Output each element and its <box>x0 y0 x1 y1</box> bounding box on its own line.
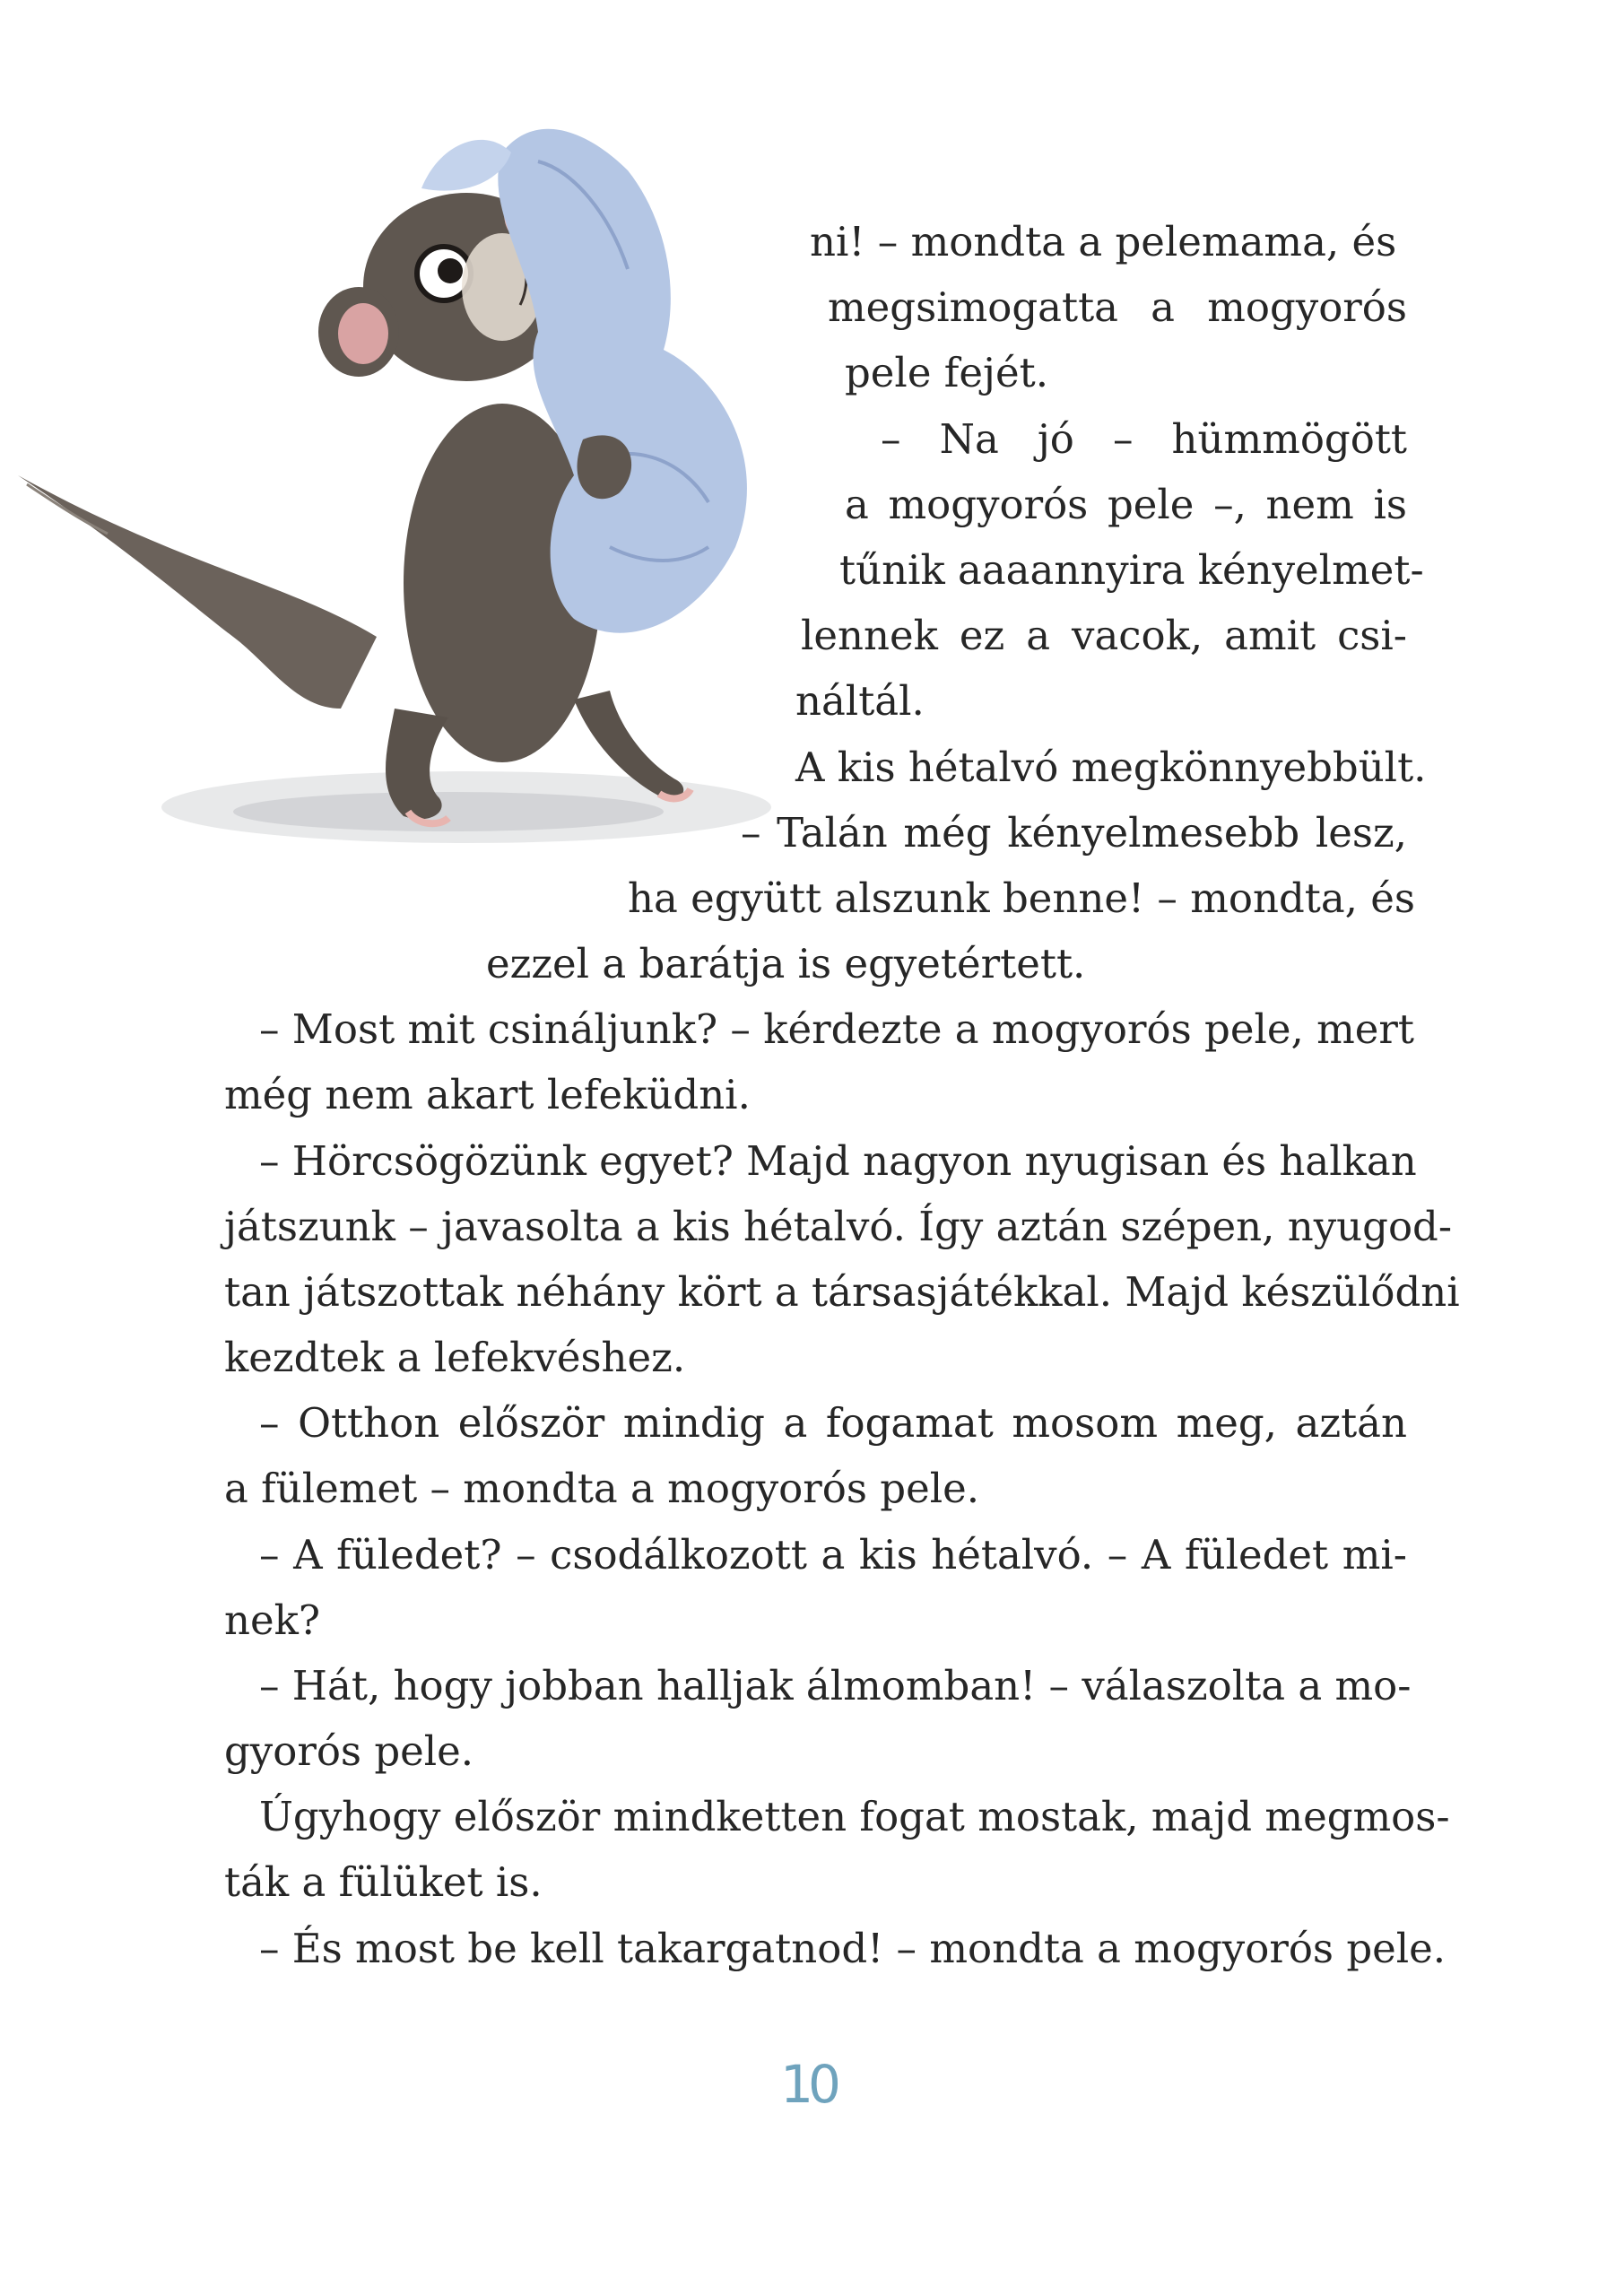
text-line: lennek ez a vacok, amit csi- <box>801 612 1407 659</box>
text-line: megsimogatta a mogyorós <box>828 283 1407 331</box>
text-line: náltál. <box>795 677 925 725</box>
text-line: a mogyorós pele –, nem is <box>845 481 1407 528</box>
text-line: ták a fülüket is. <box>224 1858 543 1906</box>
text-line: még nem akart lefeküdni. <box>224 1071 751 1118</box>
text-line: pele fejét. <box>845 349 1049 396</box>
text-line: nek? <box>224 1596 321 1644</box>
text-line: gyorós pele. <box>224 1727 474 1775</box>
text-line: kezdtek a lefekvéshez. <box>224 1334 686 1381</box>
text-line: – A füledet? – csodálkozott a kis hétalvó. – A füledet mi- <box>259 1531 1407 1578</box>
text-line: A kis hétalvó megkönnyebbült. <box>795 744 1427 791</box>
text-line: – Hát, hogy jobban halljak álmomban! – válaszolta a mo- <box>259 1662 1412 1709</box>
text-line: tűnik aaaannyira kényelmet- <box>839 546 1424 594</box>
text-line: ha együtt alszunk benne! – mondta, és <box>628 874 1416 922</box>
page-number: 10 <box>780 2054 836 2115</box>
text-line: tan játszottak néhány kört a társasjátékkal. Majd készülődni <box>224 1268 1460 1316</box>
text-line: játszunk – javasolta a kis hétalvó. Így aztán szépen, nyugod- <box>224 1203 1453 1250</box>
text-line: – Most mit csináljunk? – kérdezte a mogyorós pele, mert <box>259 1005 1414 1053</box>
dormouse-carrying-pillow-illustration <box>0 81 789 906</box>
text-line: – Na jó – hümmögött <box>881 415 1407 463</box>
text-line: ni! – mondta a pelemama, és <box>810 218 1397 265</box>
text-line: – Talán még kényelmesebb lesz, <box>741 809 1407 857</box>
text-line: – Otthon először mindig a fogamat mosom meg, aztán <box>259 1399 1407 1447</box>
text-line: – És most be kell takargatnod! – mondta a mogyorós pele. <box>259 1925 1447 1972</box>
text-line: Úgyhogy először mindketten fogat mostak, majd megmos- <box>259 1793 1450 1840</box>
text-line: ezzel a barátja is egyetértett. <box>486 940 1086 987</box>
text-line: – Hörcsögözünk egyet? Majd nagyon nyugisan és halkan <box>259 1137 1417 1185</box>
text-line: a fülemet – mondta a mogyorós pele. <box>224 1465 980 1512</box>
